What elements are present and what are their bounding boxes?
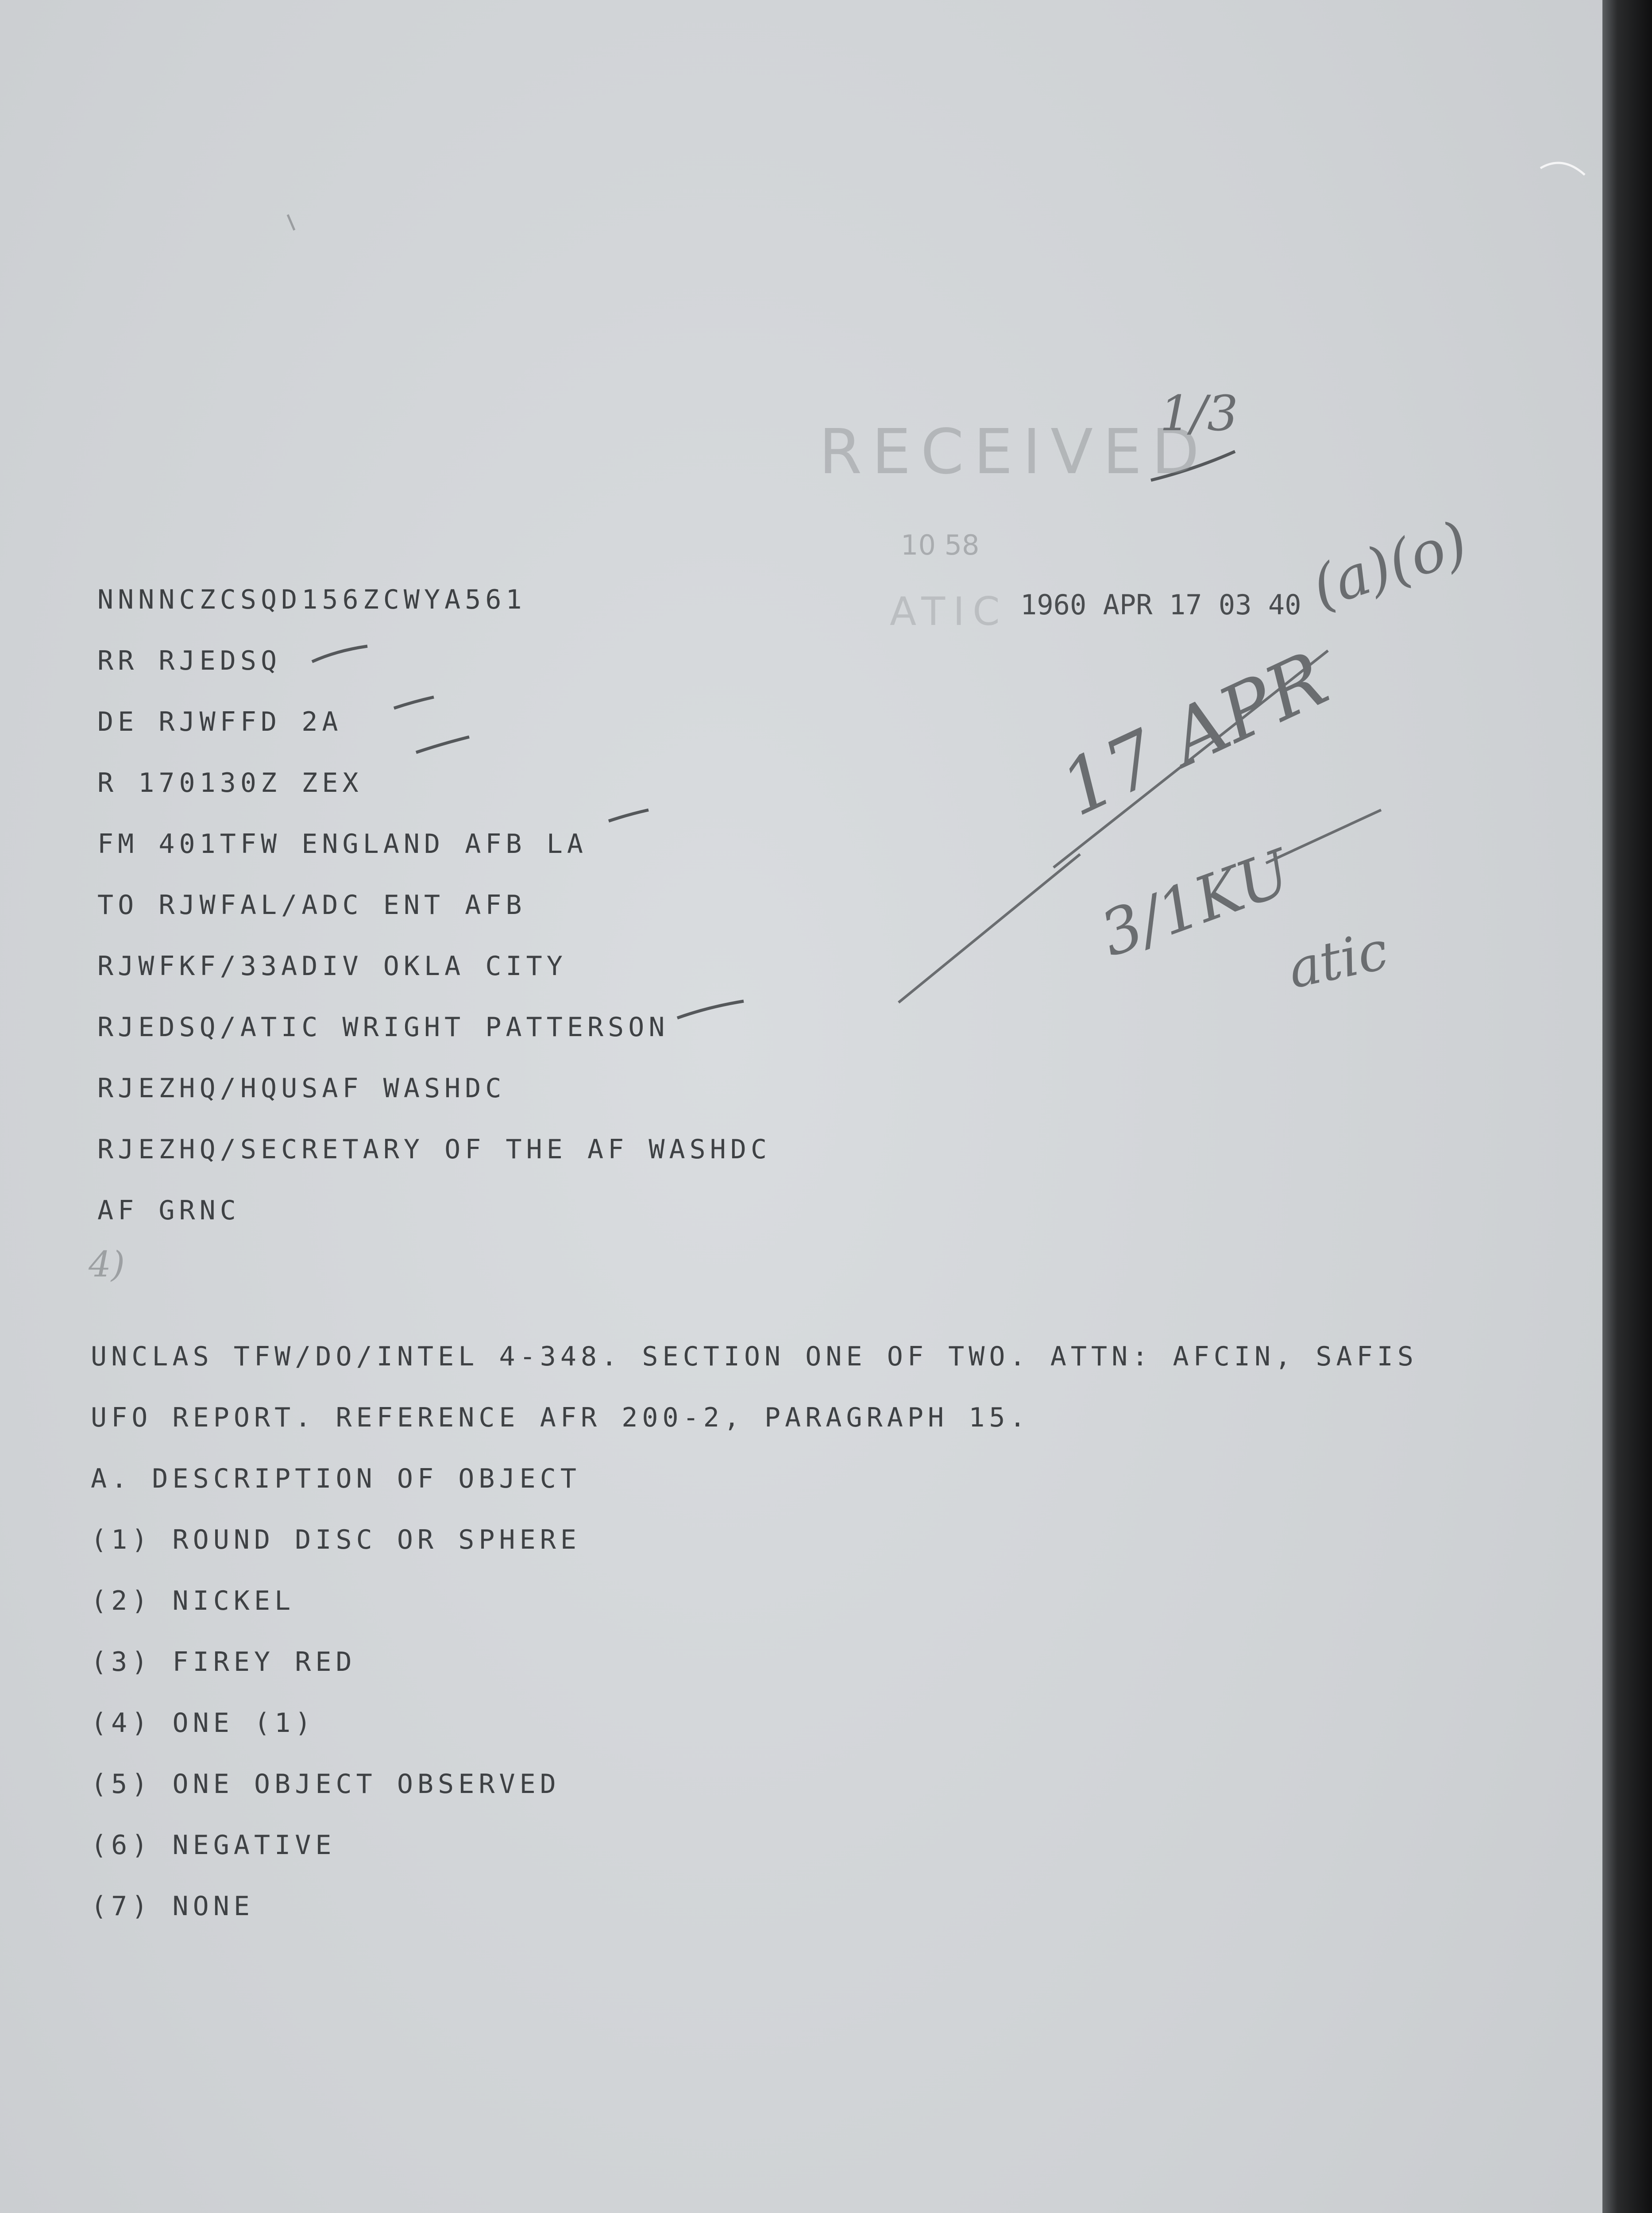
dash-mark: [1266, 810, 1381, 863]
routing-line: RR RJEDSQ: [97, 645, 282, 676]
received-time: 10 58: [901, 529, 980, 561]
corner-mark: [1540, 163, 1585, 175]
list-item: (1) ROUND DISC OR SPHERE: [91, 1524, 581, 1555]
routing-line: FM 401TFW ENGLAND AFB LA: [97, 829, 587, 860]
message-line: UNCLAS TFW/DO/INTEL 4-348. SECTION ONE OF TWO. ATTN: AFCIN, SAFIS: [91, 1341, 1418, 1372]
routing-line: NNNNCZCSQD156ZCWYA561: [97, 584, 526, 615]
message-line: UFO REPORT. REFERENCE AFR 200-2, PARAGRAPH 15.: [91, 1402, 1030, 1433]
tick-mark: [394, 697, 434, 708]
list-item: (4) ONE (1): [91, 1708, 316, 1739]
tick-mark: [416, 737, 469, 752]
routing-line: RJEZHQ/HQUSAF WASHDC: [97, 1073, 506, 1104]
routing-line: DE RJWFFD 2A: [97, 706, 343, 737]
tick-mark: [677, 1001, 744, 1018]
routing-line: R 170130Z ZEX: [97, 767, 363, 798]
routing-line: RJWFKF/33ADIV OKLA CITY: [97, 951, 567, 982]
list-item: (3) FIREY RED: [91, 1646, 356, 1677]
stamp-date: 1960 APR 17 03 40: [1020, 589, 1301, 621]
dust-mark: [288, 215, 294, 230]
list-item: (7) NONE: [91, 1891, 254, 1922]
handwritten-code: 3/1KU: [1091, 836, 1301, 971]
handwritten-atic: atic: [1283, 920, 1393, 1001]
section-heading: A. DESCRIPTION OF OBJECT: [91, 1463, 581, 1494]
tick-mark: [609, 810, 648, 821]
scan-edge-shadow: [1602, 0, 1652, 2213]
handwritten-code: 17 APR: [1048, 635, 1340, 834]
routing-line: RJEDSQ/ATIC WRIGHT PATTERSON: [97, 1012, 669, 1043]
handwritten-paren-note: (a)(o): [1304, 508, 1476, 621]
received-stamp: RECEIVED: [819, 416, 1209, 488]
list-item: (5) ONE OBJECT OBSERVED: [91, 1769, 560, 1800]
list-item: (2) NICKEL: [91, 1585, 295, 1616]
routing-line: RJEZHQ/SECRETARY OF THE AF WASHDC: [97, 1134, 772, 1165]
diagonal-slash: [899, 854, 1080, 1002]
atic-stamp: ATIC: [890, 589, 1008, 634]
routing-line: TO RJWFAL/ADC ENT AFB: [97, 890, 526, 921]
routing-line: AF GRNC: [97, 1195, 240, 1226]
handwritten-fraction: 1/3: [1160, 385, 1239, 442]
tick-mark: [312, 646, 367, 662]
handwritten-margin-mark: 4): [89, 1244, 125, 1285]
list-item: (6) NEGATIVE: [91, 1830, 336, 1861]
